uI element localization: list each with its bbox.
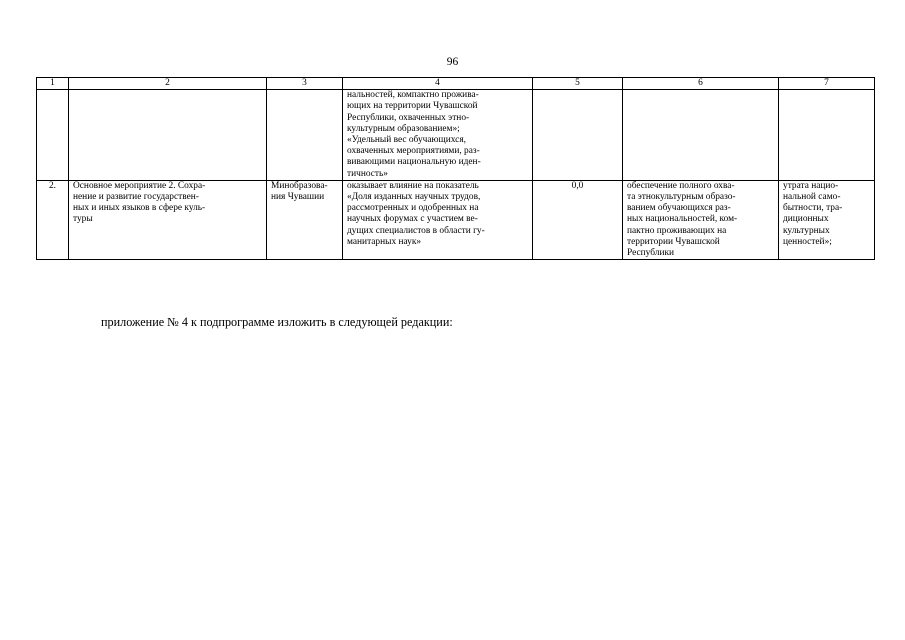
column-header: 2 [69,78,267,90]
column-header: 4 [343,78,533,90]
result-cell: обеспечение полного охва- та этнокультурным образо- ванием обучающихся раз- ных национальностей, ком- пактно проживающих на территории Чувашской Республики [623,180,779,259]
value-cell: 0,0 [533,180,623,259]
column-header: 1 [37,78,69,90]
page-number: 96 [446,56,459,68]
executor-cell: Минобразова- ния Чувашии [267,180,343,259]
row-number-cell [37,90,69,181]
consequence-cell [779,90,875,181]
consequence-cell: утрата нацио- нальной само- бытности, тра- диционных культурных ценностей»; [779,180,875,259]
value-cell [533,90,623,181]
column-header: 6 [623,78,779,90]
table-row [37,180,875,259]
column-header: 5 [533,78,623,90]
executor-cell [267,90,343,181]
table-row [37,90,875,181]
activity-cell [69,90,267,181]
table-header-row [37,78,875,90]
appendix-instruction-text: приложение № 4 к подпрограмме изложить в следующей редакции: [101,315,453,329]
indicator-cell: нальностей, компактно прожива- ющих на территории Чувашской Республики, охваченных этно- культурным образованием»; «Удельный вес обучающихся, охваченных мероприятиями, раз- вивающими национальную иден- тичность» [343,90,533,181]
row-number-cell: 2. [37,180,69,259]
column-header: 7 [779,78,875,90]
result-cell [623,90,779,181]
activity-cell: Основное мероприятие 2. Сохра- нение и развитие государствен- ных и иных языков в сфере куль- туры [69,180,267,259]
document-table [36,77,875,260]
column-header: 3 [267,78,343,90]
indicator-cell: оказывает влияние на показатель «Доля изданных научных трудов, рассмотренных и одобренных на научных форумах с участием ве- дущих специалистов в области гу- манитарных наук» [343,180,533,259]
